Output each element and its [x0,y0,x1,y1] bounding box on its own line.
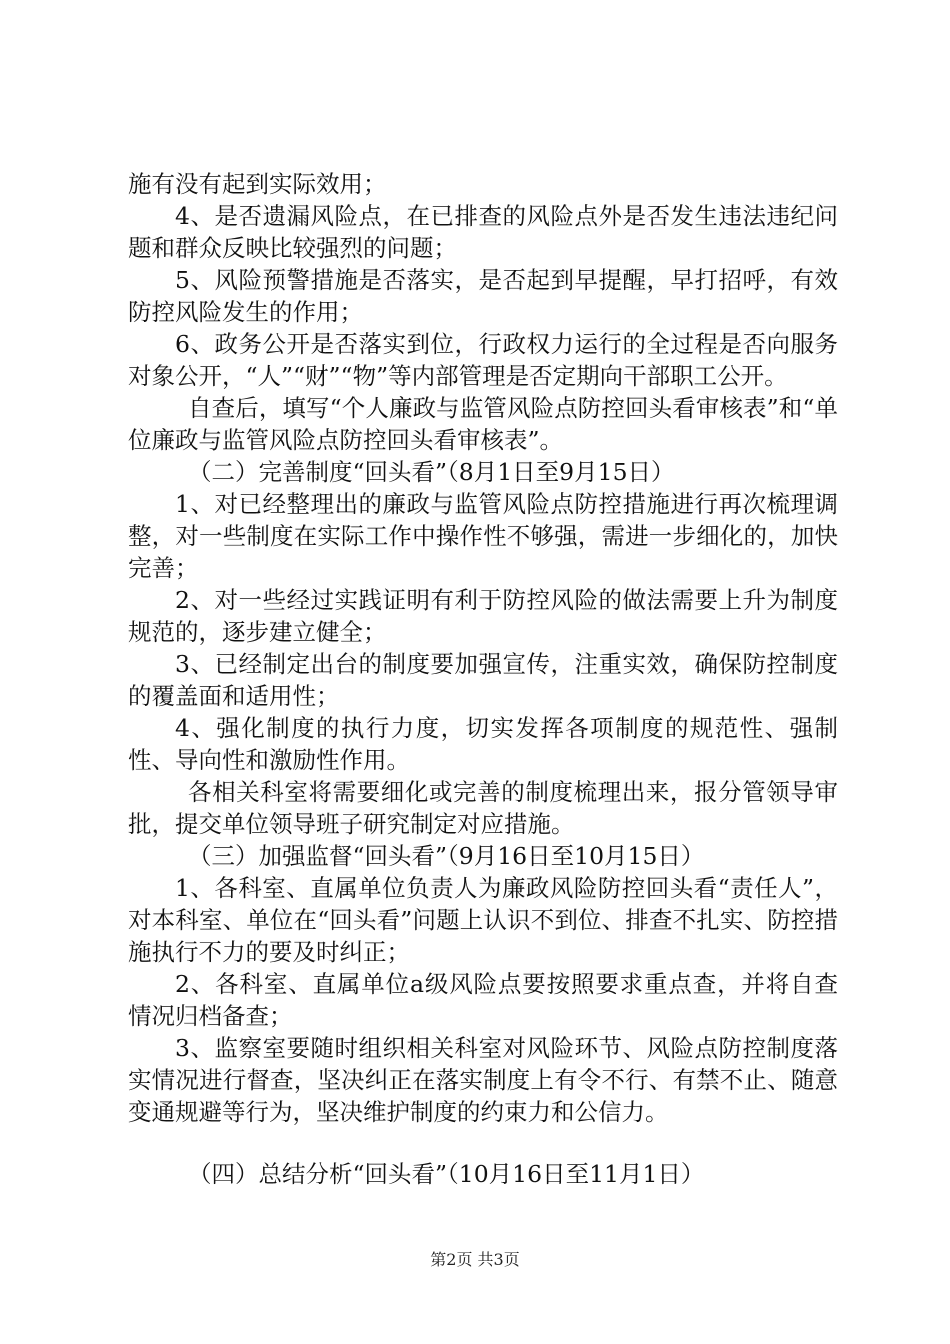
paragraph-4: 6、政务公开是否落实到位，行政权力运行的全过程是否向服务对象公开，“人”“财”“物”等内部管理是否定期向干部职工公开。 [128,330,838,390]
section-heading-4: （四）总结分析“回头看”（10月16日至11月1日） [188,1160,705,1188]
paragraph-1: 施有没有起到实际效用； [128,170,387,198]
paragraph-5: 自查后，填写“个人廉政与监管风险点防控回头看审核表”和“单位廉政与监管风险点防控回头看审核表”。 [128,394,838,454]
paragraph-10: 4、强化制度的执行力度，切实发挥各项制度的规范性、强制性、导向性和激励性作用。 [128,714,838,774]
page-number-footer: 第2页 共3页 [430,1250,520,1269]
paragraph-7: 1、对已经整理出的廉政与监管风险点防控措施进行再次梳理调整，对一些制度在实际工作中操作性不够强，需进一步细化的，加快完善； [128,490,838,582]
paragraph-13: 1、各科室、直属单位负责人为廉政风险防控回头看“责任人”，对本科室、单位在“回头看”问题上认识不到位、排查不扎实、防控措施执行不力的要及时纠正； [128,874,838,966]
paragraph-9: 3、已经制定出台的制度要加强宣传，注重实效，确保防控制度的覆盖面和适用性； [128,650,838,710]
section-heading-3: （三）加强监督“回头看”（9月16日至10月15日） [188,842,705,870]
paragraph-14: 2、各科室、直属单位a级风险点要按照要求重点查，并将自查情况归档备查； [128,970,838,1030]
section-heading-2: （二）完善制度“回头看”（8月1日至9月15日） [188,458,675,486]
paragraph-8: 2、对一些经过实践证明有利于防控风险的做法需要上升为制度规范的，逐步建立健全； [128,586,838,646]
paragraph-15: 3、监察室要随时组织相关科室对风险环节、风险点防控制度落实情况进行督查，坚决纠正在落实制度上有令不行、有禁不止、随意变通规避等行为，坚决维护制度的约束力和公信力。 [128,1034,838,1126]
paragraph-2: 4、是否遗漏风险点，在已排查的风险点外是否发生违法违纪问题和群众反映比较强烈的问题； [128,202,838,262]
paragraph-3: 5、风险预警措施是否落实，是否起到早提醒，早打招呼，有效防控风险发生的作用； [128,266,838,326]
paragraph-11: 各相关科室将需要细化或完善的制度梳理出来，报分管领导审批，提交单位领导班子研究制定对应措施。 [128,778,838,838]
document-body [128,168,838,1190]
